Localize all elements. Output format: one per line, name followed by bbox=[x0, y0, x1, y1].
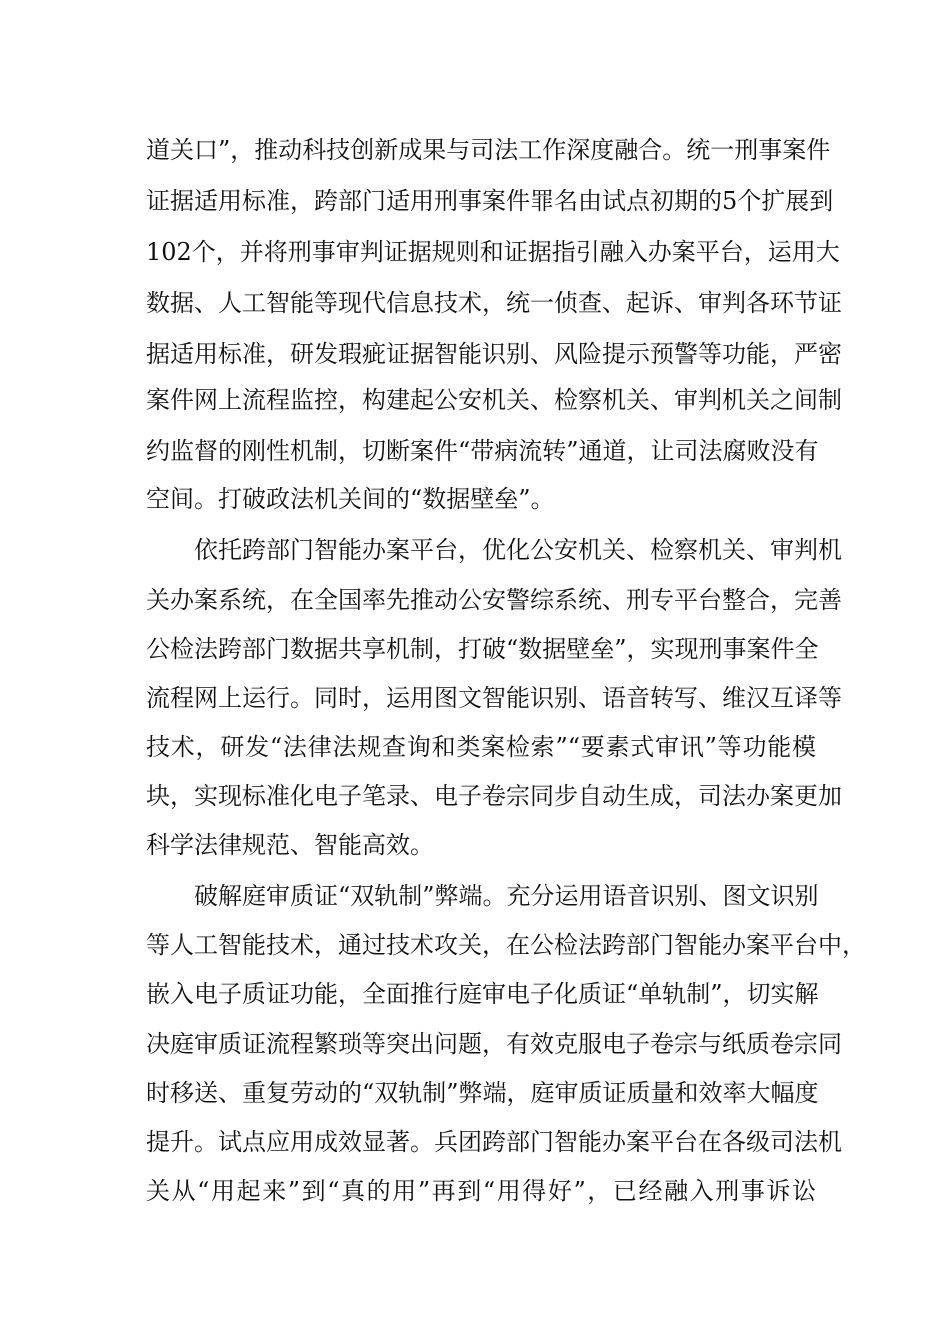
paragraph-first-line: 依托跨部门智能办案平台，优化公安机关、检察机关、审判机 bbox=[194, 536, 842, 564]
text-line: 块，实现标准化电子笔录、电子卷宗同步自动生成，司法办案更加 bbox=[146, 782, 842, 810]
text-line: 科学法律规范、智能高效。 bbox=[146, 831, 434, 859]
text-line: 技术，研发“法律法规查询和类案检索”“要素式审讯”等功能模 bbox=[146, 733, 816, 761]
text-line: 102个，并将刑事审判证据规则和证据指引融入办案平台，运用大 bbox=[146, 238, 840, 266]
text-line: 关办案系统，在全国率先推动公安警综系统、刑专平台整合，完善 bbox=[146, 586, 842, 614]
paragraph-first-line: 破解庭审质证“双轨制”弊端。充分运用语音识别、图文识别 bbox=[194, 882, 819, 910]
text-line: 流程网上运行。同时，运用图文智能识别、语音转写、维汉互译等 bbox=[146, 684, 842, 712]
text-line: 时移送、重复劳动的“双轨制”弊端，庭审质证质量和效率大幅度 bbox=[146, 1079, 819, 1107]
text-line: 数据、人工智能等现代信息技术，统一侦查、起诉、审判各环节证 bbox=[146, 289, 842, 317]
text-line: 等人工智能技术，通过技术攻关，在公检法跨部门智能办案平台中， bbox=[146, 931, 866, 959]
text-line: 关从“用起来”到“真的用”再到“用得好”，已经融入刑事诉讼 bbox=[146, 1177, 816, 1205]
text-line: 嵌入电子质证功能，全面推行庭审电子化质证“单轨制”，切实解 bbox=[146, 980, 819, 1008]
text-line: 道关口”，推动科技创新成果与司法工作深度融合。统一刑事案件 bbox=[146, 136, 831, 164]
text-line: 案件网上流程监控，构建起公安机关、检察机关、审判机关之间制 bbox=[146, 386, 842, 414]
text-line: 约监督的刚性机制，切断案件“带病流转”通道，让司法腐败没有 bbox=[146, 437, 819, 465]
text-line: 提升。试点应用成效显著。兵团跨部门智能办案平台在各级司法机 bbox=[146, 1128, 842, 1156]
text-line: 决庭审质证流程繁琐等突出问题，有效克服电子卷宗与纸质卷宗同 bbox=[146, 1030, 842, 1058]
text-line: 证据适用标准，跨部门适用刑事案件罪名由试点初期的5个扩展到 bbox=[146, 187, 834, 215]
text-line: 据适用标准，研发瑕疵证据智能识别、风险提示预警等功能，严密 bbox=[146, 340, 842, 368]
text-line: 公检法跨部门数据共享机制，打破“数据壁垒”，实现刑事案件全 bbox=[146, 635, 819, 663]
text-line: 空间。打破政法机关间的“数据壁垒”。 bbox=[146, 485, 555, 513]
